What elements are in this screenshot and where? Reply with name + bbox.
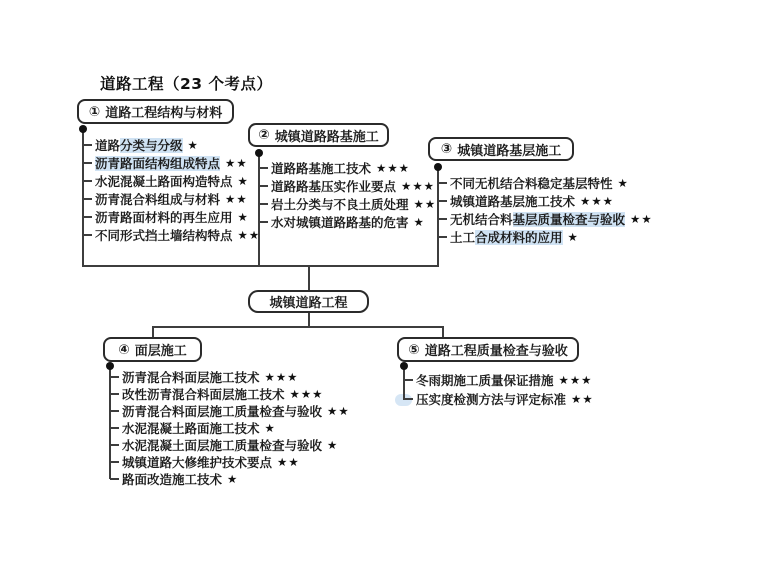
topic-text: 土工合成材料的应用	[450, 230, 563, 245]
branch4-topic-list	[110, 368, 350, 487]
connector-tick	[83, 216, 92, 218]
topic-item	[83, 172, 260, 190]
highlighted-text: 合成材料的应用	[475, 230, 563, 245]
connector-tick	[438, 236, 447, 238]
star-rating: ★★★	[289, 386, 324, 401]
star-rating: ★★	[225, 156, 248, 170]
topic-text: 水对城镇道路路基的危害	[271, 215, 409, 230]
star-rating: ★★★	[580, 194, 614, 208]
branch3-anchor-dot	[434, 163, 442, 171]
connector-tick	[438, 218, 447, 220]
branch-label-2: 城镇道路路基施工	[274, 129, 379, 145]
branch2-topic-list	[259, 159, 436, 231]
connector-tick	[110, 444, 119, 446]
branch-node-1	[77, 99, 234, 124]
topic-text: 无机结合料基层质量检查与验收	[450, 212, 626, 227]
star-rating: ★★	[225, 192, 248, 206]
topic-item	[438, 210, 653, 228]
topic-item	[83, 226, 260, 244]
star-rating: ★	[413, 215, 425, 229]
topic-item	[438, 228, 653, 246]
star-rating: ★	[264, 420, 276, 435]
topic-item	[259, 213, 436, 231]
connector-tick	[259, 185, 268, 187]
highlighted-text: 分类与分级	[120, 138, 183, 153]
topic-text: 道路路基压实作业要点	[271, 179, 397, 194]
topic-text: 城镇道路基层施工技术	[450, 194, 576, 209]
topic-item	[110, 402, 350, 419]
branch-label-1: 道路工程结构与材料	[105, 106, 223, 121]
connector-tick	[438, 200, 447, 202]
branch1-anchor-dot	[79, 125, 87, 133]
topic-text: 压实度检测方法与评定标准	[416, 391, 567, 407]
connector-top-junction	[82, 265, 439, 267]
star-rating: ★	[187, 138, 199, 152]
star-rating: ★	[617, 176, 629, 190]
topic-text: 不同无机结合料稳定基层特性	[450, 176, 613, 191]
connector-tick	[83, 144, 92, 146]
connector-tick	[110, 410, 119, 412]
star-rating: ★★	[237, 228, 261, 242]
topic-text: 水泥混凝土路面构造特点	[95, 174, 233, 189]
star-rating: ★	[567, 230, 579, 244]
star-rating: ★★	[630, 212, 653, 226]
branch-number-1: ①	[88, 103, 101, 120]
branch-label-5: 道路工程质量检查与验收	[424, 344, 568, 359]
branch-number-3: ③	[440, 141, 453, 157]
branch4-anchor-dot	[106, 362, 114, 370]
highlighted-text: 基层质量检查与验收	[512, 212, 626, 227]
topic-text: 城镇道路大修维护技术要点	[122, 454, 273, 470]
topic-text: 水泥混凝土面层施工质量检查与验收	[122, 437, 323, 453]
connector-tick	[259, 203, 268, 205]
topic-text	[95, 154, 220, 172]
topic-text: 道路分类与分级	[95, 138, 183, 153]
connector-tick	[110, 376, 119, 378]
branch5-anchor-dot	[400, 362, 408, 370]
topic-text: 沥青混合料面层施工技术	[122, 369, 260, 385]
branch2-anchor-dot	[255, 149, 263, 157]
topic-text: 路面改造施工技术	[122, 471, 223, 487]
branch-node-3	[428, 137, 574, 161]
star-rating: ★	[227, 471, 239, 486]
star-rating: ★	[237, 174, 249, 188]
star-rating: ★★	[413, 197, 437, 211]
topic-text: 沥青混合料组成与材料	[95, 192, 221, 207]
star-rating: ★★★	[264, 369, 299, 384]
topic-item	[404, 370, 594, 389]
star-rating: ★★	[571, 391, 594, 406]
topic-item	[83, 136, 260, 154]
branch-number-2: ②	[258, 127, 270, 143]
topic-item	[259, 177, 436, 195]
star-rating: ★★★	[401, 179, 435, 193]
connector-tick	[110, 427, 119, 429]
star-rating: ★★★	[376, 161, 410, 175]
topic-text: 改性沥青混合料面层施工技术	[122, 386, 285, 402]
connector-tick	[259, 167, 268, 169]
topic-item	[259, 159, 436, 177]
branch-number-4: ④	[118, 341, 130, 358]
topic-item	[259, 195, 436, 213]
connector-tick	[438, 182, 447, 184]
root-label: 城镇道路工程	[269, 296, 348, 311]
topic-text: 沥青混合料面层施工质量检查与验收	[122, 403, 323, 419]
topic-item	[404, 389, 594, 408]
branch-node-5	[397, 337, 579, 362]
topic-text: 道路路基施工技术	[271, 161, 372, 176]
connector-tick	[259, 221, 268, 223]
branch-node-2	[248, 123, 389, 147]
topic-text: 冬雨期施工质量保证措施	[416, 372, 554, 388]
star-rating: ★	[327, 437, 339, 452]
connector-root-top-stem	[308, 266, 310, 290]
star-rating: ★★	[327, 403, 350, 418]
topic-item	[83, 154, 260, 172]
topic-item	[438, 192, 653, 210]
connector-root-bottom-stem	[308, 312, 310, 327]
branch-node-4	[103, 337, 202, 362]
topic-text: 水泥混凝土路面施工技术	[122, 420, 260, 436]
topic-text: 沥青路面材料的再生应用	[95, 210, 233, 225]
branch1-topic-list	[83, 136, 260, 244]
page-title: 道路工程（23 个考点）	[100, 75, 273, 93]
highlighted-text: 沥青路面结构组成特点	[95, 156, 221, 171]
connector-tick	[83, 180, 92, 182]
connector-tick	[110, 461, 119, 463]
topic-item	[110, 368, 350, 385]
connector-tick	[83, 234, 92, 236]
branch5-topic-list	[404, 370, 594, 408]
connector-tick	[83, 162, 92, 164]
connector-bottom-junction	[152, 326, 444, 328]
topic-text: 不同形式挡土墙结构特点	[95, 228, 233, 243]
branch-label-4: 面层施工	[134, 344, 187, 359]
topic-item	[110, 436, 350, 453]
branch3-topic-list	[438, 174, 653, 246]
topic-item	[83, 208, 260, 226]
connector-tick	[404, 379, 413, 381]
topic-text: 岩土分类与不良土质处理	[271, 197, 409, 212]
connector-tick	[83, 198, 92, 200]
connector-tick	[110, 393, 119, 395]
topic-item	[110, 453, 350, 470]
star-rating: ★★★	[558, 372, 593, 387]
connector-tick	[110, 478, 119, 480]
topic-item	[110, 470, 350, 487]
topic-item	[110, 419, 350, 436]
branch-number-5: ⑤	[408, 341, 420, 358]
connector-tick	[404, 398, 413, 400]
star-rating: ★	[237, 210, 249, 224]
topic-item	[438, 174, 653, 192]
root-node	[248, 290, 369, 313]
topic-item	[110, 385, 350, 402]
topic-item	[83, 190, 260, 208]
star-rating: ★★	[277, 454, 300, 469]
branch-label-3: 城镇道路基层施工	[457, 143, 562, 159]
